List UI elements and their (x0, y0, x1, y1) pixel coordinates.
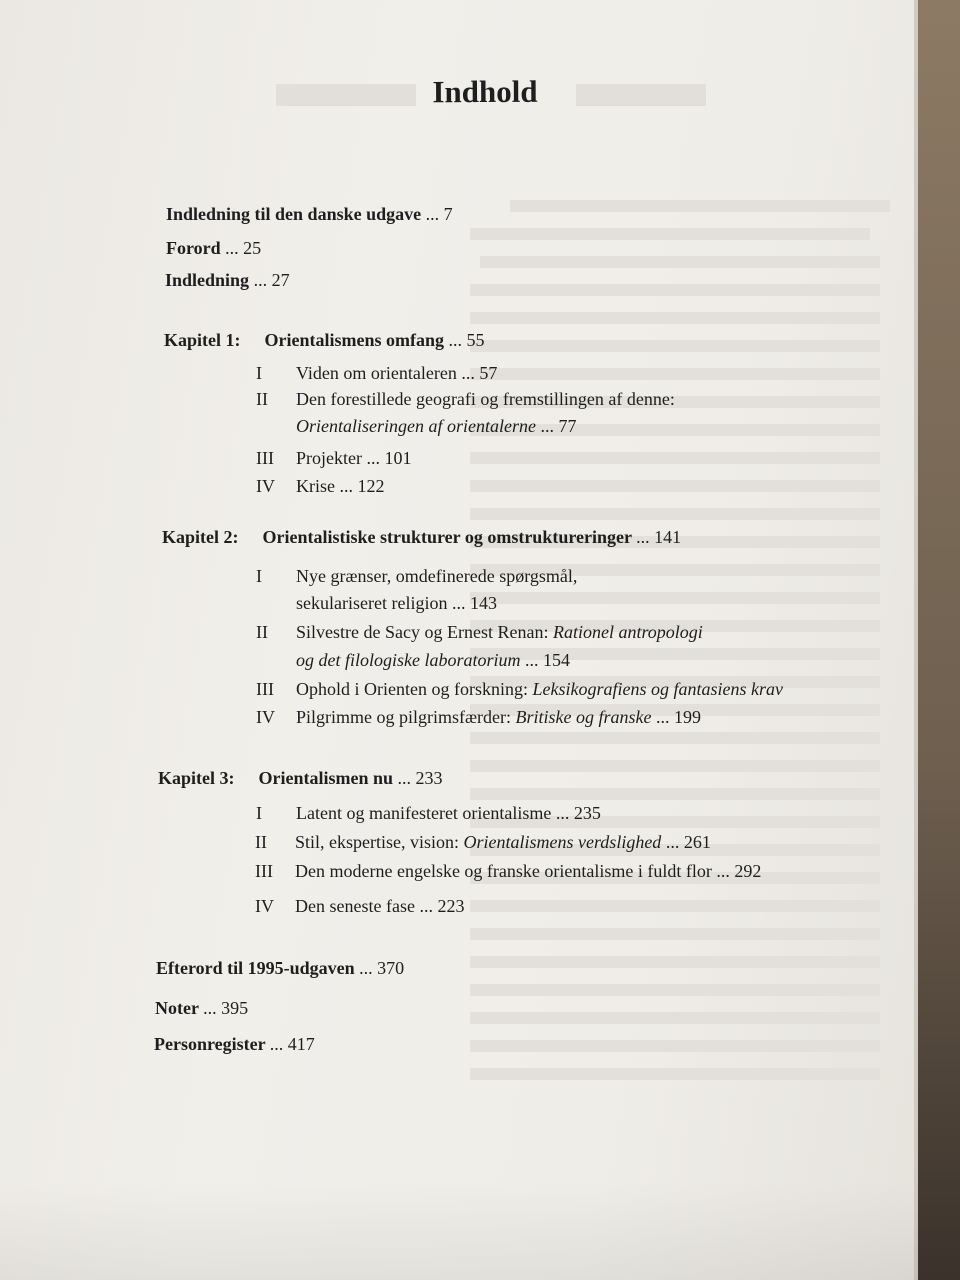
chapter-page: ... 233 (397, 768, 443, 788)
section-text: Den moderne engelske og franske orientalisme i fuldt flor ... 292 (295, 861, 762, 881)
section-text: Krise ... 122 (296, 476, 385, 496)
chapter-title: Orientalismens omfang (264, 330, 444, 350)
section-number: IV (256, 476, 275, 496)
toc-entry-label: Indledning til den danske udgave (166, 204, 422, 224)
toc-entry-page: ... 417 (269, 1034, 315, 1054)
section-number: III (256, 448, 274, 468)
chapter-label: Kapitel 1: (164, 330, 241, 350)
chapter-page: ... 55 (448, 330, 485, 350)
chapter-heading (162, 527, 681, 548)
section-text: Ophold i Orienten og forskning: (296, 679, 528, 699)
chapter-label: Kapitel 2: (162, 527, 239, 547)
toc-entry (166, 204, 453, 225)
section-text: Silvestre de Sacy og Ernest Renan: (296, 622, 549, 642)
toc-entry-label: Noter (155, 998, 199, 1018)
section-text: Projekter ... 101 (296, 448, 412, 468)
toc-entry-label: Forord (166, 238, 221, 258)
section-number: IV (255, 896, 274, 916)
chapter-page: ... 141 (636, 527, 682, 547)
section-number: IV (256, 707, 275, 727)
toc-entry (154, 1034, 315, 1055)
section-page: ... 77 (540, 416, 577, 436)
section-text: Stil, ekspertise, vision: (295, 832, 459, 852)
chapter-title: Orientalistiske strukturer og omstruktureringer (262, 527, 632, 547)
section-number: I (256, 803, 262, 823)
section-page: ... 154 (525, 650, 570, 670)
section-number: II (255, 832, 267, 852)
chapter-heading (158, 768, 443, 789)
section-number: II (256, 622, 268, 642)
toc-entry-label: Personregister (154, 1034, 266, 1054)
bleed-through-lines (470, 196, 910, 1101)
section-text: Viden om orientaleren ... 57 (296, 363, 498, 383)
chapter-title: Orientalismen nu (258, 768, 394, 788)
toc-entry (156, 958, 404, 979)
section-italic-title: Orientaliseringen af orientalerne (296, 416, 536, 436)
toc-entry-page: ... 27 (253, 270, 290, 290)
toc-entry-page: ... 7 (425, 204, 453, 224)
table-background (918, 0, 960, 1280)
toc-entry-label: Efterord til 1995-udgaven (156, 958, 355, 978)
section-italic-title: Leksikografiens og fantasiens krav (532, 679, 783, 699)
toc-entry-label: Indledning (165, 270, 250, 290)
section-italic-title: Orientalismens verdslighed (463, 832, 662, 852)
section-text: Latent og manifesteret orientalisme ... 235 (296, 803, 601, 823)
toc-entry-page: ... 370 (359, 958, 405, 978)
page-title: Indhold (432, 73, 538, 110)
section-text: Nye grænser, omdefinerede spørgsmål, (296, 566, 578, 586)
toc-entry-page: ... 395 (203, 998, 249, 1018)
section-number: III (255, 861, 273, 881)
toc-entry-page: ... 25 (225, 238, 262, 258)
section-text: Pilgrimme og pilgrimsfærder: (296, 707, 511, 727)
section-italic-title: og det filologiske laboratorium (296, 650, 521, 670)
section-number: II (256, 389, 268, 409)
section-italic-title: Rationel antropologi (552, 622, 703, 642)
toc-entry (166, 238, 261, 259)
section-page: ... 261 (665, 832, 711, 852)
toc-entry (155, 998, 248, 1019)
page-shadow (0, 1180, 918, 1280)
section-number: I (256, 566, 262, 586)
section-text: Den forestillede geografi og fremstillingen af denne: (296, 389, 675, 409)
section-number: I (256, 363, 262, 383)
toc-entry (165, 270, 290, 291)
section-text: Den seneste fase ... 223 (295, 896, 465, 916)
section-italic-title: Britiske og franske (515, 707, 652, 727)
section-text-line2: sekulariseret religion ... 143 (296, 593, 497, 613)
chapter-label: Kapitel 3: (158, 768, 235, 788)
section-page: ... 199 (655, 707, 701, 727)
section-number: III (256, 679, 274, 699)
chapter-heading (164, 330, 485, 351)
